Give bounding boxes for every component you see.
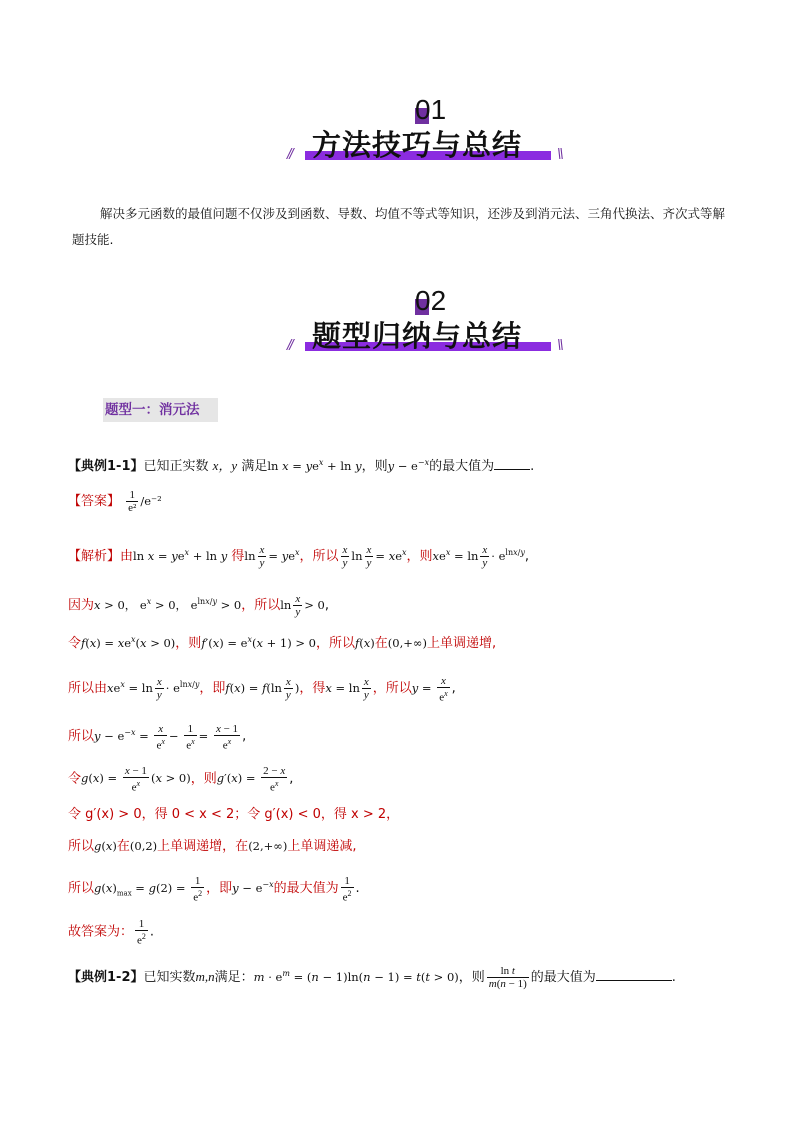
- section1-title: 方法技巧与总结: [312, 128, 523, 162]
- example2-vars: m,n: [195, 968, 215, 984]
- section2-title: 题型归纳与总结: [312, 319, 523, 353]
- section1-slash-left: //: [287, 147, 292, 162]
- example2-text-b: 满足：: [214, 969, 254, 985]
- answer-num: 1: [126, 489, 138, 502]
- solution-l4-c: ，得: [299, 680, 326, 696]
- example1-target: $y - e^{-x}$: [387, 458, 430, 473]
- solution-line-8: [68, 837, 357, 856]
- example2-fraction: $\frac{\text{ln t}}{m(n - 1)}$: [488, 965, 527, 991]
- section2-slash-left: //: [287, 338, 292, 353]
- solution-l10-expr: $\frac{1}{e^2}$: [137, 918, 146, 947]
- solution-l3-fx: f(x): [354, 635, 375, 650]
- solution-l9-a: 所以: [68, 880, 95, 896]
- solution-l3-c: ，所以: [315, 635, 355, 651]
- solution-line-1: 【解析】由$\ln x = ye^x + \ln y$ 得ln $\frac{x}{y}$ = $ye^x$，所以 $\frac{x}{y}$ ln $\frac{x}{y}$ = $xe^x$，则$xe^x = \ln$ $\frac{x}{y}$ · $e^{lnx/y}$,: [68, 544, 530, 570]
- solution-line-7: 令 g′(x) > 0，得 0 < x < 2；令 g′(x) < 0，得 x > 2，: [68, 807, 400, 822]
- solution-l1-expr2: $\frac{x}{y}$ ln $\frac{x}{y}$ = $xe^x$: [342, 544, 407, 570]
- example1-vars: x，y: [212, 457, 238, 473]
- solution-l8-d: 上单调递减,: [287, 839, 357, 854]
- solution-l3-e: 上单调递增,: [426, 635, 497, 651]
- solution-l6-expr2: g′(x) = $\frac{2 - x}{e^x}$: [216, 765, 286, 794]
- solution-l3-expr2: $f'(x) = e^x(x + 1) > 0$: [201, 635, 316, 650]
- solution-l4-d: ，所以: [372, 680, 412, 696]
- solution-l1-b: 得: [231, 548, 245, 564]
- example2-text-a: 已知实数: [143, 969, 196, 985]
- solution-l1-cond: $\ln x = ye^x + \ln y$: [133, 548, 228, 563]
- solution-l1-c: ，所以: [299, 548, 339, 564]
- solution-l8-b: 在: [116, 839, 130, 854]
- example1-text-b: 满足: [241, 458, 268, 474]
- solution-l8-a: 所以: [68, 839, 95, 854]
- section2-slash-right: \\: [557, 338, 562, 353]
- solution-l3-interval: (0,+∞): [387, 635, 427, 650]
- solution-l8-gx: g(x): [94, 839, 117, 853]
- solution-l3-d: 在: [374, 635, 388, 651]
- solution-l9-expr2: $y - e^{-x}$: [232, 880, 274, 895]
- solution-l10: 故答案为：: [68, 924, 134, 940]
- solution-line-4: 所以由$xe^x = \ln$ $\frac{x}{y}$ · $e^{lnx/y}$，即f(x) = f(ln $\frac{x}{y}$ )，得x = ln $\frac{x}{y}$ ，所以y = $\frac{x}{e^x}$ ,: [68, 674, 456, 704]
- solution-l2-expr: x > 0， $e^x > 0$， $e^{lnx/y} > 0$: [94, 597, 242, 612]
- solution-l8-int1: (0,2): [129, 839, 158, 853]
- solution-l4-b: ，即: [199, 680, 226, 696]
- solution-l1-d: ，则: [406, 548, 433, 564]
- example1-text-d: 的最大值为: [429, 458, 495, 474]
- solution-l1-expr3: $xe^x = \ln$ $\frac{x}{y}$ · $e^{lnx/y}$: [432, 544, 525, 570]
- solution-l3-a: 令: [68, 635, 82, 651]
- solution-l9-expr3: $\frac{1}{e^2}$: [342, 874, 352, 904]
- solution-l4-expr1: $xe^x = \ln$ $\frac{x}{y}$ · $e^{lnx/y}$: [107, 676, 200, 702]
- solution-l4-expr2: f(x) = f(ln $\frac{x}{y}$ ): [225, 676, 300, 702]
- example2-tag: 【典例1-2】: [68, 969, 144, 985]
- example1-text-a: 已知正实数: [143, 458, 209, 474]
- solution-l6-expr1: g(x) = $\frac{x - 1}{e^x}$ (x > 0): [81, 765, 191, 794]
- answer-den: e²: [128, 502, 137, 514]
- intro-paragraph: 解决多元函数的最值问题不仅涉及到函数、导数、均值不等式等知识，还涉及到消元法、三角代换法、齐次式等解题技能.: [72, 206, 726, 247]
- solution-l2-b: ，所以: [241, 597, 281, 613]
- solution-l5-expr: $y - e^{-x}$ = $\frac{x}{e^x}$ − $\frac{1}{e^x}$ = $\frac{x - 1}{e^x}$: [94, 722, 239, 752]
- solution-tag: 【解析】: [68, 548, 121, 564]
- solution-l3-b: ，则: [175, 635, 202, 651]
- example2-answer-blank: [596, 968, 672, 981]
- section1-number: 01: [415, 94, 447, 125]
- solution-line-5: 所以$y - e^{-x}$ = $\frac{x}{e^x}$ − $\frac{1}{e^x}$ = $\frac{x - 1}{e^x}$ ,: [68, 722, 247, 752]
- example2-text-d: 的最大值为: [530, 969, 596, 985]
- solution-l1-expr1: ln $\frac{x}{y}$ = $ye^x$: [244, 544, 300, 570]
- example2-line: [68, 961, 676, 991]
- solution-line-3: [68, 631, 496, 653]
- example2-end: .: [671, 969, 676, 985]
- solution-l2-a: 因为: [68, 597, 95, 613]
- type1-label: 题型一：消元法: [103, 398, 218, 422]
- solution-line-6: 令g(x) = $\frac{x - 1}{e^x}$ (x > 0)，则g′(x) = $\frac{2 - x}{e^x}$ ,: [68, 765, 294, 794]
- solution-line-10: 故答案为： $\frac{1}{e^2}$ .: [68, 918, 155, 947]
- solution-l4-expr3: x = ln $\frac{x}{y}$: [325, 676, 369, 702]
- solution-l2-expr2: ln $\frac{x}{y}$ > 0: [280, 593, 325, 619]
- solution-l9-c: 的最大值为: [273, 880, 339, 896]
- solution-l4-a: 所以由: [68, 680, 108, 696]
- answer-line: [68, 488, 162, 515]
- answer-fraction: [126, 489, 138, 514]
- solution-l1-a: 由: [120, 548, 134, 564]
- section2-number: 02: [415, 285, 447, 316]
- section1-slash-right: \\: [557, 147, 562, 162]
- solution-l9-expr1: $g(x)_{max} = g(2)$ = $\frac{1}{e^2}$: [94, 874, 203, 904]
- example1-text-c: ，则: [361, 458, 388, 474]
- solution-line-2: 因为x > 0， $e^x > 0$， $e^{lnx/y} > 0$，所以ln $\frac{x}{y}$ > 0,: [68, 593, 329, 619]
- example1-condition: $\ln x = ye^x + \ln y$: [267, 458, 362, 473]
- example1-answer-blank: [494, 457, 530, 470]
- solution-l5-a: 所以: [68, 728, 95, 744]
- example2-text-c: ，则: [458, 969, 485, 985]
- answer-alt: /e⁻²: [140, 494, 162, 508]
- solution-l8-int2: (2,+∞): [248, 839, 288, 853]
- solution-l9-b: ，即: [206, 880, 233, 896]
- example1-line: [68, 454, 534, 476]
- solution-l3-expr1: $f(x) = xe^x(x > 0)$: [81, 635, 176, 650]
- example2-condition: $m \cdot e^m = (n - 1)\ln(n - 1) = t(t > 0)$: [253, 969, 459, 984]
- solution-line-9: 所以$g(x)_{max} = g(2)$ = $\frac{1}{e^2}$ ，即$y - e^{-x}$的最大值为 $\frac{1}{e^2}$ .: [68, 874, 360, 904]
- solution-l4-expr4: y = $\frac{x}{e^x}$: [411, 674, 448, 704]
- solution-l6-b: ，则: [190, 771, 217, 787]
- solution-l6-a: 令: [68, 771, 82, 787]
- example1-tag: 【典例1-1】: [68, 458, 144, 474]
- answer-tag: 【答案】: [68, 494, 121, 509]
- solution-l8-c: 上单调递增，在: [157, 839, 249, 854]
- example1-end: .: [530, 458, 535, 474]
